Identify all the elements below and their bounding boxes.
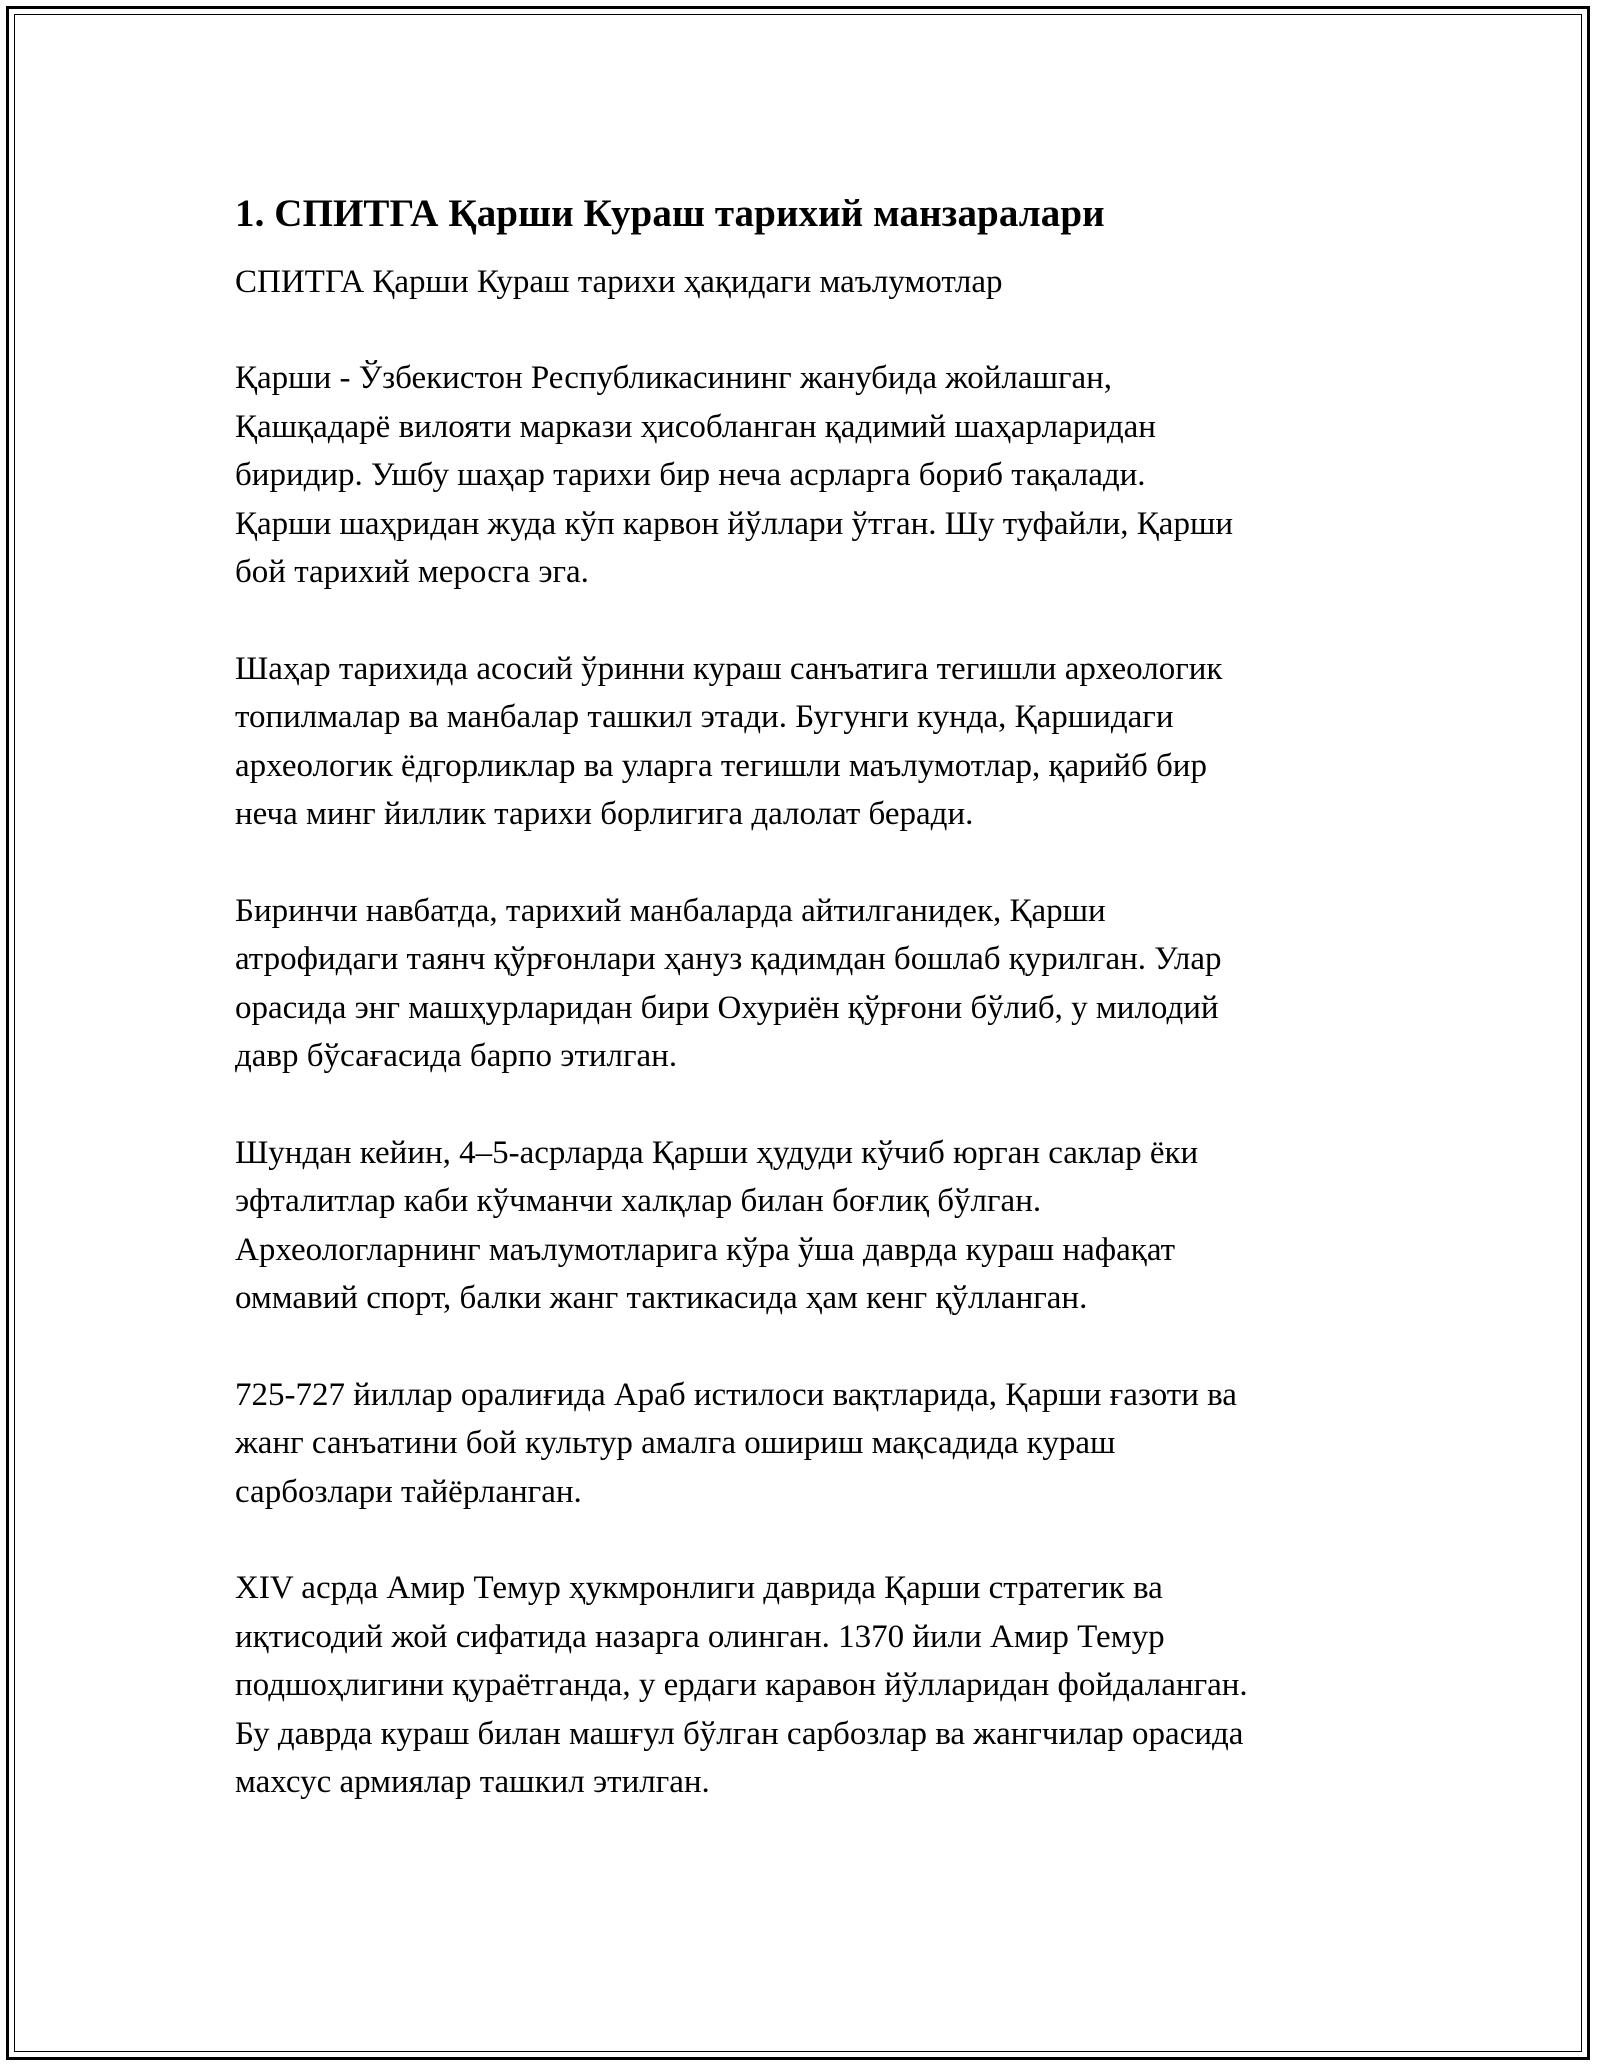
- paragraph-line: оммавий спорт, балки жанг тактикасида ҳам кенг қўлланган.: [235, 1280, 1088, 1316]
- paragraph-5: [235, 1371, 1375, 1517]
- document-body: [235, 188, 1375, 1855]
- paragraph-line: эфталитлар каби кўчманчи халқлар билан боғлиқ бўлган.: [235, 1183, 1042, 1219]
- paragraph-line: Шундан кейин, 4–5-асрларда Қарши ҳудуди кўчиб юрган саклар ёки: [235, 1134, 1199, 1171]
- paragraph-line: Бу даврда кураш билан машғул бўлган сарбозлар ва жангчилар орасида: [235, 1715, 1244, 1752]
- paragraph-line: Қарши шаҳридан жуда кўп карвон йўллари ўтган. Шу туфайли, Қарши: [235, 505, 1234, 542]
- paragraph-line: Биринчи навбатда, тарихий манбаларда айтилганидек, Қарши: [235, 892, 1106, 929]
- paragraph-line: Қарши - Ўзбекистон Республикасининг жанубида жойлашган,: [235, 360, 1113, 396]
- paragraph-line: XIV асрда Амир Темур ҳукмронлиги даврида Қарши стратегик ва: [235, 1570, 1163, 1606]
- paragraph-line: Шаҳар тарихида асосий ўринни кураш санъатига тегишли археологик: [235, 650, 1223, 687]
- paragraph-line: иқтисодий жой сифатида назарга олинган. 1370 йили Амир Темур: [235, 1618, 1165, 1655]
- paragraph-line: сарбозлари тайёрланган.: [235, 1473, 582, 1510]
- document-subtitle: СПИТГА Қарши Кураш тарихи ҳақидаги маълумотлар: [235, 264, 1003, 300]
- paragraph-4: [235, 1129, 1375, 1323]
- paragraph-line: давр бўсағасида барпо этилган.: [235, 1038, 678, 1074]
- paragraph-line: бой тарихий меросга эга.: [235, 554, 589, 590]
- paragraph-6: [235, 1564, 1375, 1807]
- paragraph-line: Археологларнинг маълумотларига кўра ўша даврда кураш нафақат: [235, 1231, 1176, 1268]
- paragraph-line: археологик ёдгорликлар ва уларга тегишли маълумотлар, қарийб бир: [235, 747, 1207, 784]
- paragraph-line: атрофидаги таянч қўрғонлари ҳануз қадимдан бошлаб қурилган. Улар: [235, 941, 1222, 977]
- paragraph-line: махсус армиялар ташкил этилган.: [235, 1764, 710, 1800]
- paragraph-1: [235, 354, 1375, 597]
- paragraph-line: неча минг йиллик тарихи борлигига далолат беради.: [235, 796, 974, 832]
- paragraph-line: Қашқадарё вилояти маркази ҳисобланган қадимий шаҳарларидан: [235, 408, 1156, 445]
- paragraph-3: [235, 887, 1375, 1081]
- paragraph-2: [235, 645, 1375, 839]
- paragraph-line: топилмалар ва манбалар ташкил этади. Бугунги кунда, Қаршидаги: [235, 699, 1174, 735]
- paragraph-line: жанг санъатини бой культур амалга ошириш мақсадида кураш: [235, 1425, 1116, 1461]
- paragraph-line: орасида энг машҳурларидан бири Охуриён қўрғони бўлиб, у милодий: [235, 989, 1219, 1026]
- page-title: 1. СПИТГА Қарши Кураш тарихий манзаралари: [235, 192, 1105, 235]
- paragraph-line: подшоҳлигини қураётганда, у ердаги каравон йўлларидан фойдаланган.: [235, 1667, 1248, 1703]
- paragraph-line: 725-727 йиллар оралиғида Араб истилоси вақтларида, Қарши ғазоти ва: [235, 1376, 1237, 1413]
- paragraph-line: биридир. Ушбу шаҳар тарихи бир неча асрларга бориб тақалади.: [235, 457, 1146, 493]
